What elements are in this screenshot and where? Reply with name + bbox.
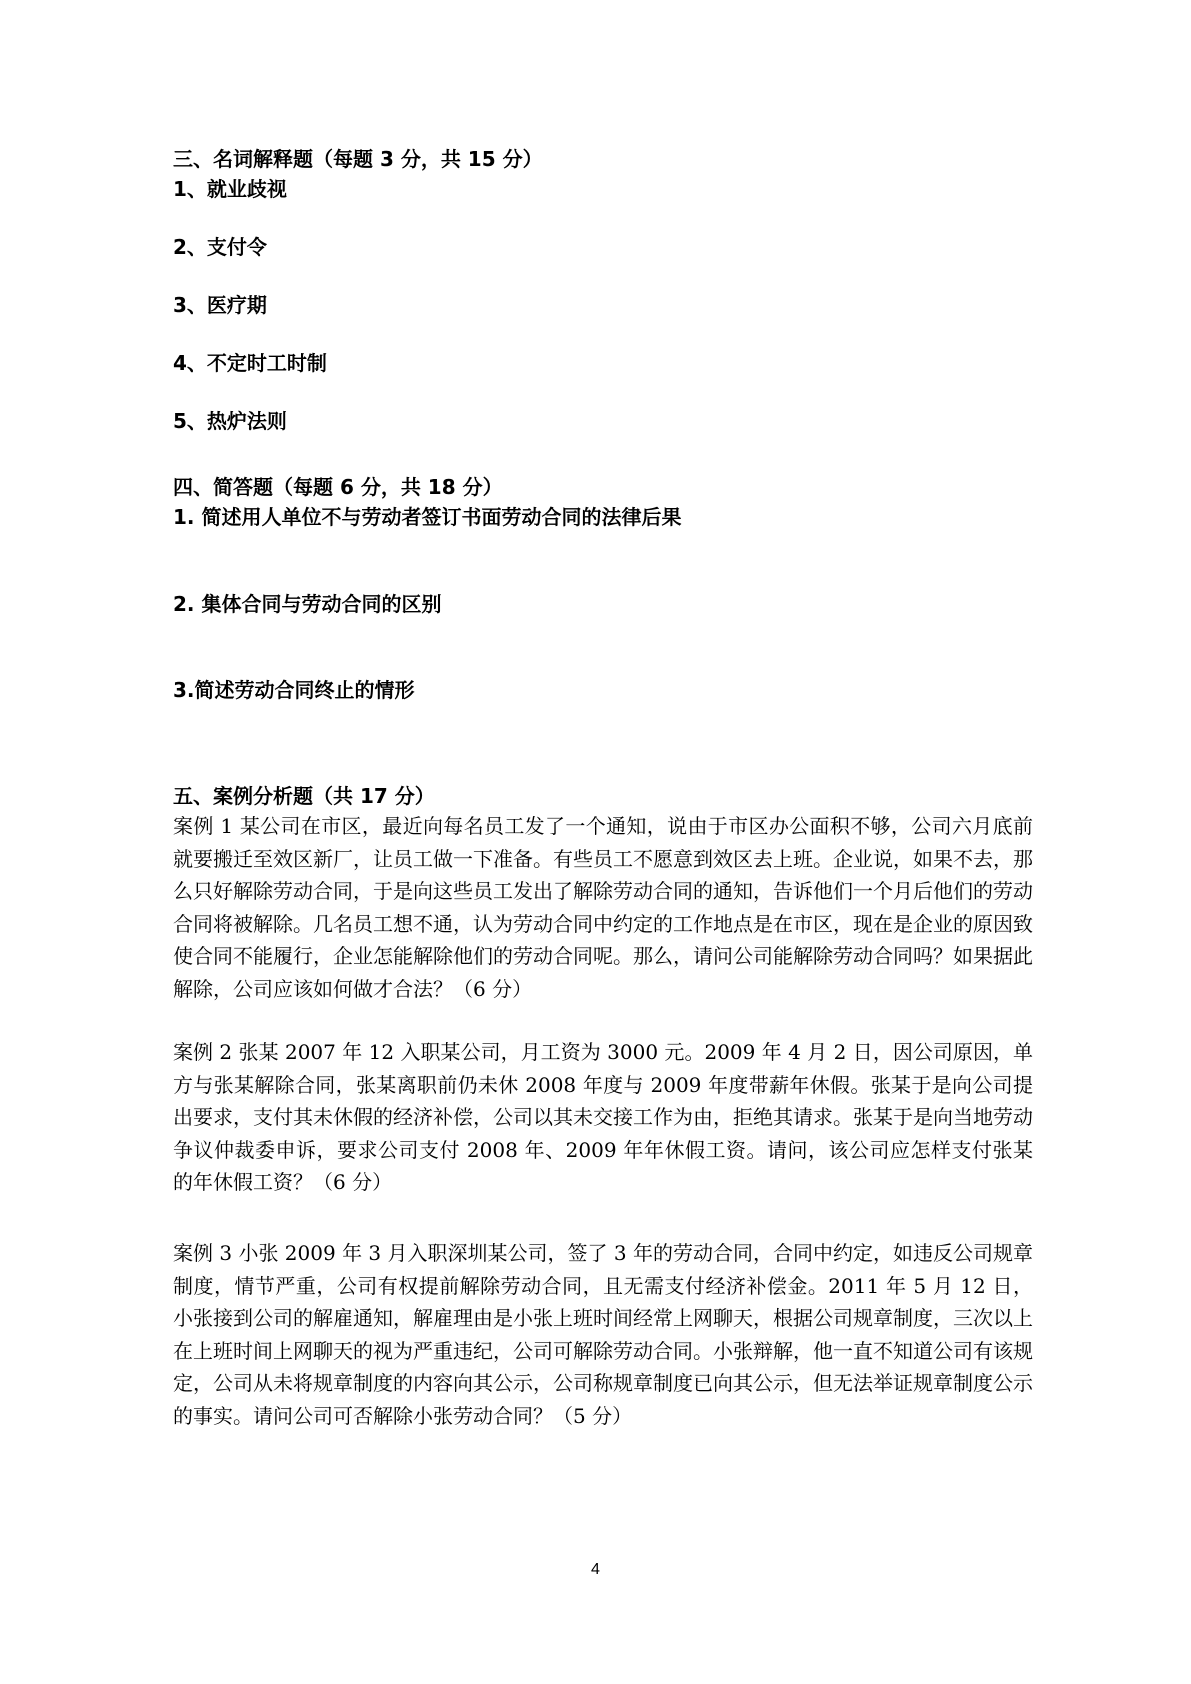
section-4-heading: 四、简答题（每题 6 分，共 18 分） bbox=[173, 475, 503, 499]
section-5-heading: 五、案例分析题（共 17 分） bbox=[173, 784, 435, 808]
section-3-heading: 三、名词解释题（每题 3 分，共 15 分） bbox=[173, 147, 543, 171]
term-item-5: 5、热炉法则 bbox=[173, 409, 287, 433]
term-item-4: 4、不定时工时制 bbox=[173, 351, 327, 375]
short-answer-item-1: 1. 简述用人单位不与劳动者签订书面劳动合同的法律后果 bbox=[173, 505, 682, 529]
case-3-paragraph: 案例 3 小张 2009 年 3 月入职深圳某公司，签了 3 年的劳动合同，合同中约定，如违反公司规章制度，情节严重，公司有权提前解除劳动合同，且无需支付经济补偿金。2011 年 5 月 12 日，小张接到公司的解雇通知，解雇理由是小张上班时间经常上网聊天，根据公司规章制度，三次以上在上班时间上网聊天的视为严重违纪，公司可解除劳动合同。小张辩解，他一直不知道公司有该规定，公司从未将规章制度的内容向其公示，公司称规章制度已向其公示，但无法举证规章制度公示的事实。请问公司可否解除小张劳动合同？（5 分） bbox=[173, 1241, 1033, 1428]
term-item-3: 3、医疗期 bbox=[173, 293, 267, 317]
short-answer-item-3: 3.简述劳动合同终止的情形 bbox=[173, 678, 415, 702]
short-answer-item-2: 2. 集体合同与劳动合同的区别 bbox=[173, 592, 442, 616]
case-2-paragraph: 案例 2 张某 2007 年 12 入职某公司，月工资为 3000 元。2009 年 4 月 2 日，因公司原因，单方与张某解除合同，张某离职前仍未休 2008 年度与 2009 年度带薪年休假。张某于是向公司提出要求，支付其未休假的经济补偿，公司以其未交接工作为由，拒绝其请求。张某于是向当地劳动争议仲裁委申诉，要求公司支付 2008 年、2009 年年休假工资。请问，该公司应怎样支付张某的年休假工资？（6 分） bbox=[173, 1040, 1033, 1194]
case-1-paragraph: 案例 1 某公司在市区，最近向每名员工发了一个通知，说由于市区办公面积不够，公司六月底前就要搬迁至效区新厂，让员工做一下准备。有些员工不愿意到效区去上班。企业说，如果不去，那么只好解除劳动合同，于是向这些员工发出了解除劳动合同的通知，告诉他们一个月后他们的劳动合同将被解除。几名员工想不通，认为劳动合同中约定的工作地点是在市区，现在是企业的原因致使合同不能履行，企业怎能解除他们的劳动合同呢。那么，请问公司能解除劳动合同吗？如果据此解除，公司应该如何做才合法？（6 分） bbox=[173, 814, 1033, 1001]
term-item-2: 2、支付令 bbox=[173, 235, 267, 259]
term-item-1: 1、就业歧视 bbox=[173, 177, 287, 201]
page-number: 4 bbox=[591, 1561, 600, 1578]
